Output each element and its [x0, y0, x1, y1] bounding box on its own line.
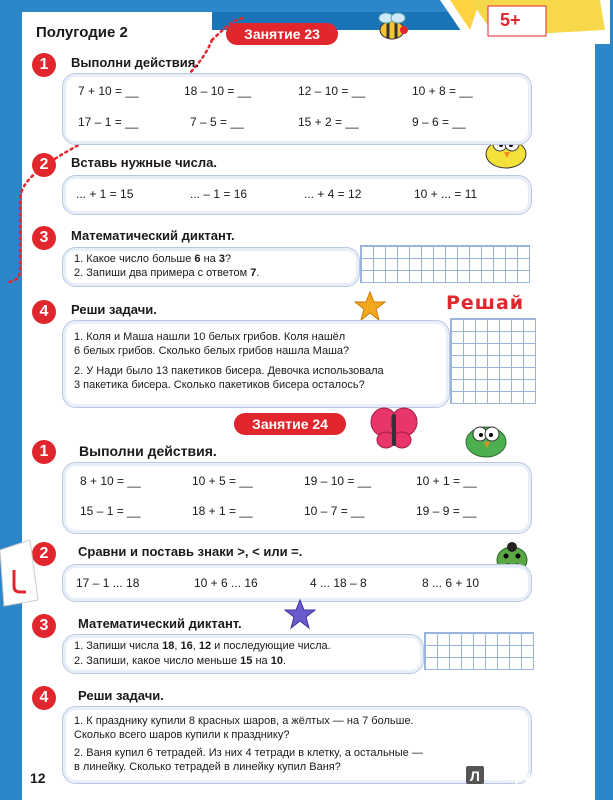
- exercise-item: 8 ... 6 + 10: [422, 576, 480, 590]
- task-title: Сравни и поставь знаки >, < или =.: [78, 544, 303, 559]
- exercise-item: 10 + ... = 11: [414, 187, 478, 201]
- exercise-item: 10 + 8 = __: [412, 84, 473, 98]
- exercise-item: ... + 4 = 12: [304, 187, 362, 201]
- exercise-item: 15 – 1 = __: [80, 504, 141, 518]
- task-number-4: 4: [32, 300, 56, 324]
- problem-line: 1. К празднику купили 8 красных шаров, а жёлтых — на 7 больше.: [74, 715, 414, 727]
- age-flag-icon: [440, 0, 610, 44]
- exercise-item: 4 ... 18 – 8: [310, 576, 367, 590]
- exercise-item: 10 + 1 = __: [416, 474, 477, 488]
- watermark-letter: Л: [470, 768, 480, 784]
- exercise-item: 17 – 1 ... 18: [76, 576, 140, 590]
- lesson-23-title: Занятие 23: [226, 23, 338, 45]
- exercise-item: 19 – 9 = __: [416, 504, 477, 518]
- purple-star-icon: [284, 598, 316, 630]
- page-number: 12: [30, 770, 46, 786]
- exercise-item: 9 – 6 = __: [412, 115, 466, 129]
- task-title: Реши задачи.: [78, 688, 164, 703]
- exercise-item: 18 + 1 = __: [192, 504, 253, 518]
- exercise-item: 10 + 5 = __: [192, 474, 253, 488]
- bookmark-icon: [0, 540, 40, 610]
- task-title: Выполни действия.: [79, 443, 217, 459]
- butterfly-icon: [368, 404, 420, 452]
- problem-line: 3 пакетика бисера. Сколько пакетиков бисера осталось?: [74, 379, 365, 391]
- problem-line: 1. Коля и Маша нашли 10 белых грибов. Коля нашёл: [74, 331, 346, 343]
- exercise-item: 10 + 6 ... 16: [194, 576, 258, 590]
- answer-grid: [450, 318, 536, 404]
- problem-line: 2. Ваня купил 6 тетрадей. Из них 4 тетради в клетку, а остальные —: [74, 747, 423, 759]
- task-number-3: 3: [32, 614, 56, 638]
- exercise-item: ... + 1 = 15: [76, 187, 134, 201]
- task-title: Выполни действия.: [71, 55, 199, 70]
- solve-badge: Решай: [446, 292, 525, 314]
- exercise-item: 10 – 7 = __: [304, 504, 365, 518]
- exercise-box: [62, 462, 532, 534]
- task-number-1: 1: [32, 53, 56, 77]
- problem-line: 2. У Нади было 13 пакетиков бисера. Девочка использовала: [74, 365, 384, 377]
- task-title: Математический диктант.: [71, 228, 235, 243]
- task-number-2: 2: [32, 153, 56, 177]
- task-number-3: 3: [32, 226, 56, 250]
- lesson-24-title: Занятие 24: [234, 413, 346, 435]
- dictation-item: 1. Запиши числа 18, 16, 12 и последующие числа.: [74, 640, 331, 652]
- problem-line: 6 белых грибов. Сколько белых грибов нашла Маша?: [74, 345, 350, 357]
- exercise-item: 15 + 2 = __: [298, 115, 359, 129]
- exercise-item: 7 – 5 = __: [190, 115, 244, 129]
- task-number-2: 2: [32, 542, 56, 566]
- problem-line: в линейку. Сколько тетрадей в линейку купил Ваня?: [74, 761, 341, 773]
- age-badge-text: 5+: [500, 10, 521, 30]
- exercise-item: 17 – 1 = __: [78, 115, 139, 129]
- exercise-item: 18 – 10 = __: [184, 84, 252, 98]
- watermark-text: инт.ру: [488, 768, 531, 784]
- exercise-item: ... – 1 = 16: [190, 187, 248, 201]
- exercise-item: 8 + 10 = __: [80, 474, 141, 488]
- exercise-item: 7 + 10 = __: [78, 84, 139, 98]
- problem-line: Сколько всего шаров купили к празднику?: [74, 729, 290, 741]
- task-number-4: 4: [32, 686, 56, 710]
- age-badge: [440, 0, 610, 44]
- dictation-item: 1. Какое число больше 6 на 3?: [74, 253, 232, 265]
- task-title: Реши задачи.: [71, 302, 157, 317]
- exercise-item: 12 – 10 = __: [298, 84, 366, 98]
- semester-label: Полугодие 2: [36, 24, 128, 41]
- exercise-item: 19 – 10 = __: [304, 474, 372, 488]
- task-title: Математический диктант.: [78, 616, 242, 631]
- answer-grid: [424, 632, 534, 670]
- answer-grid: [360, 245, 530, 283]
- dictation-item: 2. Запиши, какое число меньше 15 на 10.: [74, 655, 287, 667]
- bee-icon: [370, 8, 414, 48]
- task-title: Вставь нужные числа.: [71, 155, 217, 170]
- star-icon: [354, 290, 386, 322]
- task-number-1: 1: [32, 440, 56, 464]
- dictation-item: 2. Запиши два примера с ответом 7.: [74, 267, 260, 279]
- green-bird-icon: [458, 414, 516, 462]
